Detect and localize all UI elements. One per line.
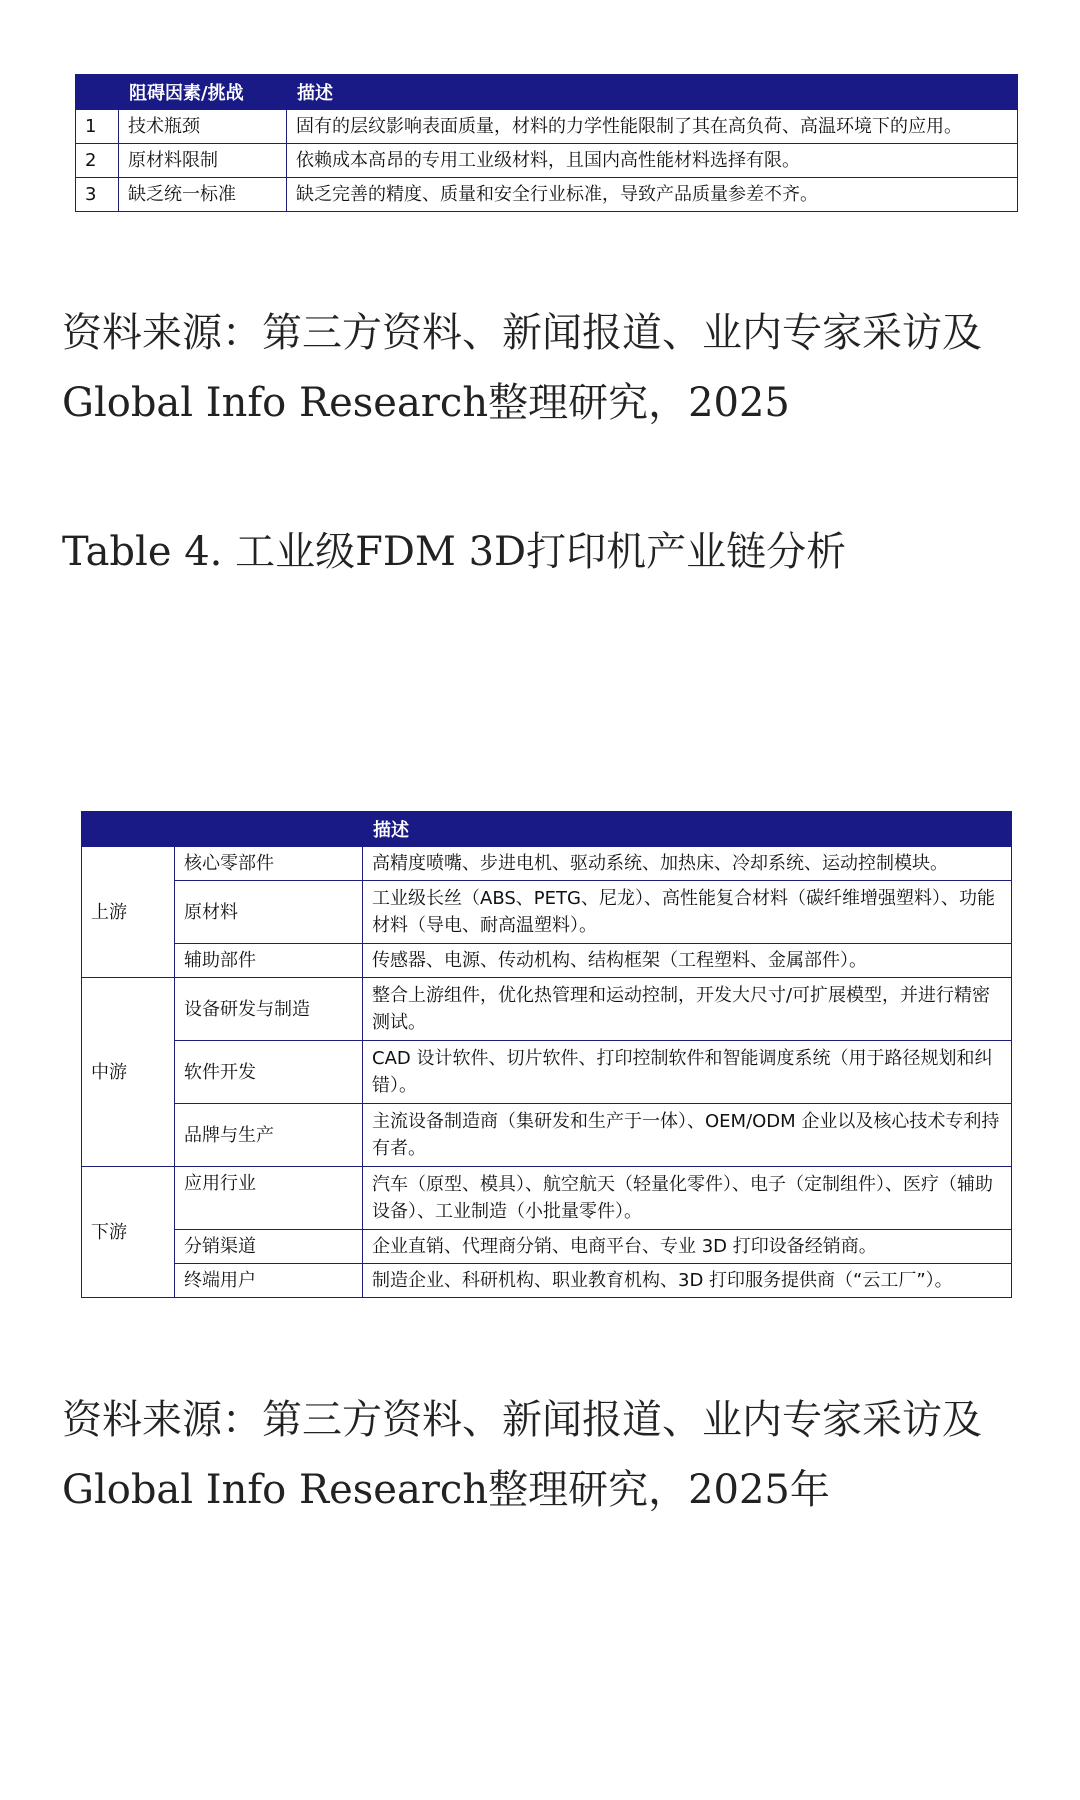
source-note-line2: Global Info Research整理研究，2025年 xyxy=(62,1467,830,1513)
source-note-line1: 资料来源：第三方资料、新闻报道、业内专家采访及 xyxy=(62,1397,982,1443)
chain-item-name: 原材料 xyxy=(175,881,363,944)
table-caption: Table 4. 工业级FDM 3D打印机产业链分析 xyxy=(62,529,847,575)
chain-item-description: 高精度喷嘴、步进电机、驱动系统、加热床、冷却系统、运动控制模块。 xyxy=(363,847,1012,881)
obstacle-factor: 技术瓶颈 xyxy=(119,110,287,144)
chain-header-row xyxy=(82,812,1012,847)
chain-item-description: CAD 设计软件、切片软件、打印控制软件和智能调度系统（用于路径规划和纠错）。 xyxy=(363,1041,1012,1104)
chain-item-description: 汽车（原型、模具）、航空航天（轻量化零件）、电子（定制组件）、医疗（辅助设备）、工业制造（小批量零件）。 xyxy=(363,1167,1012,1230)
source-note-line2: Global Info Research整理研究，2025 xyxy=(62,380,790,426)
stage-downstream: 下游 xyxy=(82,1167,175,1298)
chain-item-description: 工业级长丝（ABS、PETG、尼龙）、高性能复合材料（碳纤维增强塑料）、功能材料（导电、耐高温塑料）。 xyxy=(363,881,1012,944)
stage-upstream: 上游 xyxy=(82,847,175,978)
chain-item-name: 终端用户 xyxy=(175,1264,363,1298)
row-number: 2 xyxy=(76,144,119,178)
chain-item-name: 软件开发 xyxy=(175,1041,363,1104)
obstacle-description: 缺乏完善的精度、质量和安全行业标准，导致产品质量参差不齐。 xyxy=(287,178,1018,212)
chain-item-name: 辅助部件 xyxy=(175,944,363,978)
table-row xyxy=(82,1167,1012,1230)
chain-header-blank xyxy=(82,812,363,847)
chain-item-name: 核心零部件 xyxy=(175,847,363,881)
obstacles-table xyxy=(75,74,1018,212)
table-row xyxy=(82,944,1012,978)
table-row xyxy=(76,144,1018,178)
chain-item-name: 品牌与生产 xyxy=(175,1104,363,1167)
table-row xyxy=(82,1264,1012,1298)
table-row xyxy=(76,178,1018,212)
stage-midstream: 中游 xyxy=(82,978,175,1167)
obstacle-description: 依赖成本高昂的专用工业级材料，且国内高性能材料选择有限。 xyxy=(287,144,1018,178)
source-note xyxy=(62,298,1042,438)
table-row xyxy=(76,110,1018,144)
obstacles-header-factor: 阻碍因素/挑战 xyxy=(119,75,287,110)
obstacle-description: 固有的层纹影响表面质量，材料的力学性能限制了其在高负荷、高温环境下的应用。 xyxy=(287,110,1018,144)
industry-chain-table xyxy=(81,811,1012,1298)
chain-item-description: 企业直销、代理商分销、电商平台、专业 3D 打印设备经销商。 xyxy=(363,1230,1012,1264)
table-row xyxy=(82,847,1012,881)
obstacles-header-desc: 描述 xyxy=(287,75,1018,110)
chain-item-description: 制造企业、科研机构、职业教育机构、3D 打印服务提供商（“云工厂”）。 xyxy=(363,1264,1012,1298)
obstacles-header-num xyxy=(76,75,119,110)
table-row xyxy=(82,1041,1012,1104)
obstacle-factor: 缺乏统一标准 xyxy=(119,178,287,212)
source-note-line1: 资料来源：第三方资料、新闻报道、业内专家采访及 xyxy=(62,310,982,356)
row-number: 1 xyxy=(76,110,119,144)
obstacle-factor: 原材料限制 xyxy=(119,144,287,178)
table-row xyxy=(82,978,1012,1041)
chain-item-name: 设备研发与制造 xyxy=(175,978,363,1041)
chain-item-description: 传感器、电源、传动机构、结构框架（工程塑料、金属部件）。 xyxy=(363,944,1012,978)
obstacles-header-row xyxy=(76,75,1018,110)
chain-header-desc: 描述 xyxy=(363,812,1012,847)
chain-item-name: 应用行业 xyxy=(175,1167,363,1230)
chain-item-name: 分销渠道 xyxy=(175,1230,363,1264)
table-row xyxy=(82,1230,1012,1264)
table-row xyxy=(82,881,1012,944)
table-row xyxy=(82,1104,1012,1167)
chain-item-description: 主流设备制造商（集研发和生产于一体）、OEM/ODM 企业以及核心技术专利持有者。 xyxy=(363,1104,1012,1167)
source-note xyxy=(62,1385,1042,1525)
chain-item-description: 整合上游组件，优化热管理和运动控制，开发大尺寸/可扩展模型，并进行精密测试。 xyxy=(363,978,1012,1041)
row-number: 3 xyxy=(76,178,119,212)
